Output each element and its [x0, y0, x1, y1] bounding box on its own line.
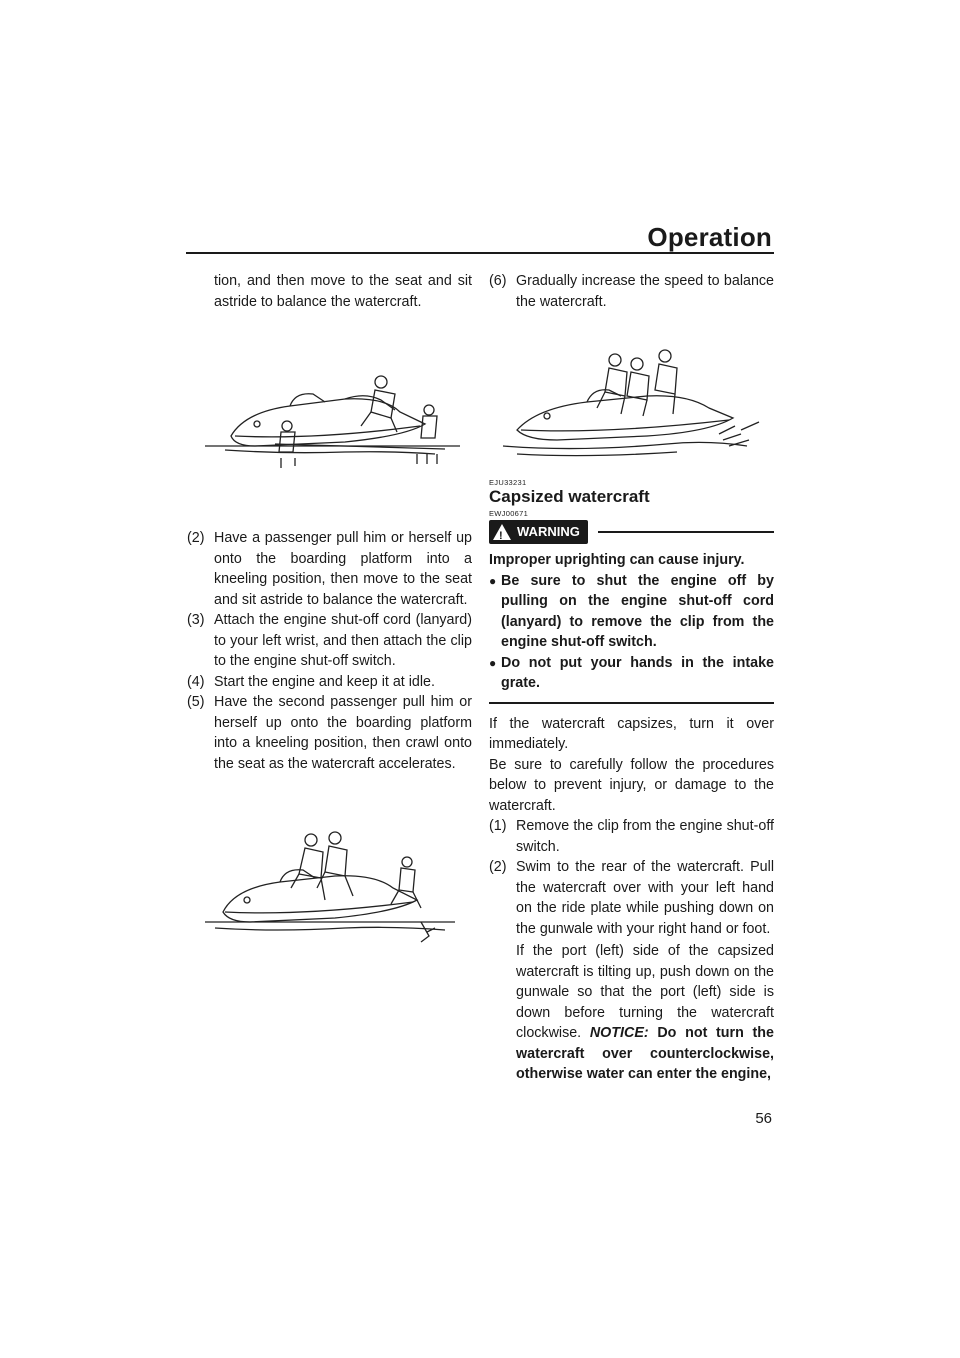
warning-bullet-text: Do not put your hands in the intake grate. — [501, 654, 774, 691]
warning-body — [489, 550, 774, 694]
step-text: Attach the engine shut-off cord (lanyard) to your left wrist, and then attach the clip to the engine shut-off switch. — [214, 612, 472, 669]
intro-continued-text: tion, and then move to the seat and sit astride to balance the watercraft. — [214, 273, 472, 310]
notice-label: NOTICE: — [589, 1025, 649, 1041]
riding-illustration — [497, 334, 767, 464]
list-item — [489, 271, 774, 312]
step-continuation-text: If the port (left) side of the capsized watercraft is tilting up, push down on the gunwale so that the port (left) side is down before turning the watercraft clockwise. — [516, 943, 774, 1041]
left-column — [187, 271, 472, 974]
step-number: (4) — [187, 673, 205, 690]
bullet-icon: ● — [489, 655, 497, 670]
section-title: Capsized watercraft — [489, 487, 650, 506]
warning-end-rule — [489, 702, 774, 704]
warning-header — [489, 520, 774, 544]
warning-bullet — [489, 571, 774, 653]
step-number: (5) — [187, 694, 205, 710]
page-title: Operation — [647, 222, 772, 252]
list-item — [187, 692, 472, 774]
warning-label: WARNING — [517, 523, 580, 539]
section-code: EJU33231 — [489, 478, 527, 487]
step-number: (6) — [489, 273, 507, 289]
step-text: Swim to the rear of the watercraft. Pull the watercraft over with your left hand on the ride plate while pushing down on the gunwale with your right hand or foot. — [516, 859, 774, 937]
warning-badge — [489, 520, 588, 544]
list-item — [187, 528, 472, 610]
warning-bullet — [489, 653, 774, 694]
step-text: Gradually increase the speed to balance the watercraft. — [516, 273, 774, 310]
notice-text: Do not turn the watercraft over counterclockwise, otherwise water can enter the engine, — [516, 1025, 774, 1082]
list-item — [187, 610, 472, 672]
page-number: 56 — [755, 1110, 772, 1127]
bullet-icon: ● — [489, 573, 497, 588]
step-number: (3) — [187, 612, 205, 628]
paragraph: If the watercraft capsizes, turn it over immediately. — [489, 715, 774, 752]
boarding-illustration-1 — [195, 354, 465, 514]
warning-rule — [598, 531, 774, 533]
list-item — [489, 816, 774, 857]
step-continuation — [489, 941, 774, 1085]
warning-bullet-text: Be sure to shut the engine off by pulling on the engine shut-off cord (lanyard) to remove the clip from the engine shut-off switch. — [501, 572, 774, 650]
step-number: (2) — [187, 530, 205, 546]
boarding-illustration-3 — [195, 804, 465, 974]
step-text: Start the engine and keep it at idle. — [214, 673, 435, 690]
warning-lead: Improper uprighting can cause injury. — [489, 552, 745, 568]
right-column — [489, 271, 774, 1085]
header-rule — [186, 252, 774, 254]
step-text: Remove the clip from the engine shut-off switch. — [516, 818, 774, 855]
warning-code: EWJ00671 — [489, 509, 529, 518]
warning-icon: ! — [493, 524, 511, 540]
step-number: (1) — [489, 818, 507, 834]
list-item — [489, 857, 774, 939]
step-number: (2) — [489, 859, 507, 875]
step-text: Have a passenger pull him or herself up onto the boarding platform into a kneeling position, then move to the seat and sit astride to balance the watercraft. — [214, 530, 472, 608]
list-item — [187, 672, 472, 693]
paragraph: Be sure to carefully follow the procedures below to prevent injury, or damage to the watercraft. — [489, 756, 774, 814]
step-text: Have the second passenger pull him or herself up onto the boarding platform into a kneeling position, then crawl onto the seat as the watercraft accelerates. — [214, 694, 472, 772]
